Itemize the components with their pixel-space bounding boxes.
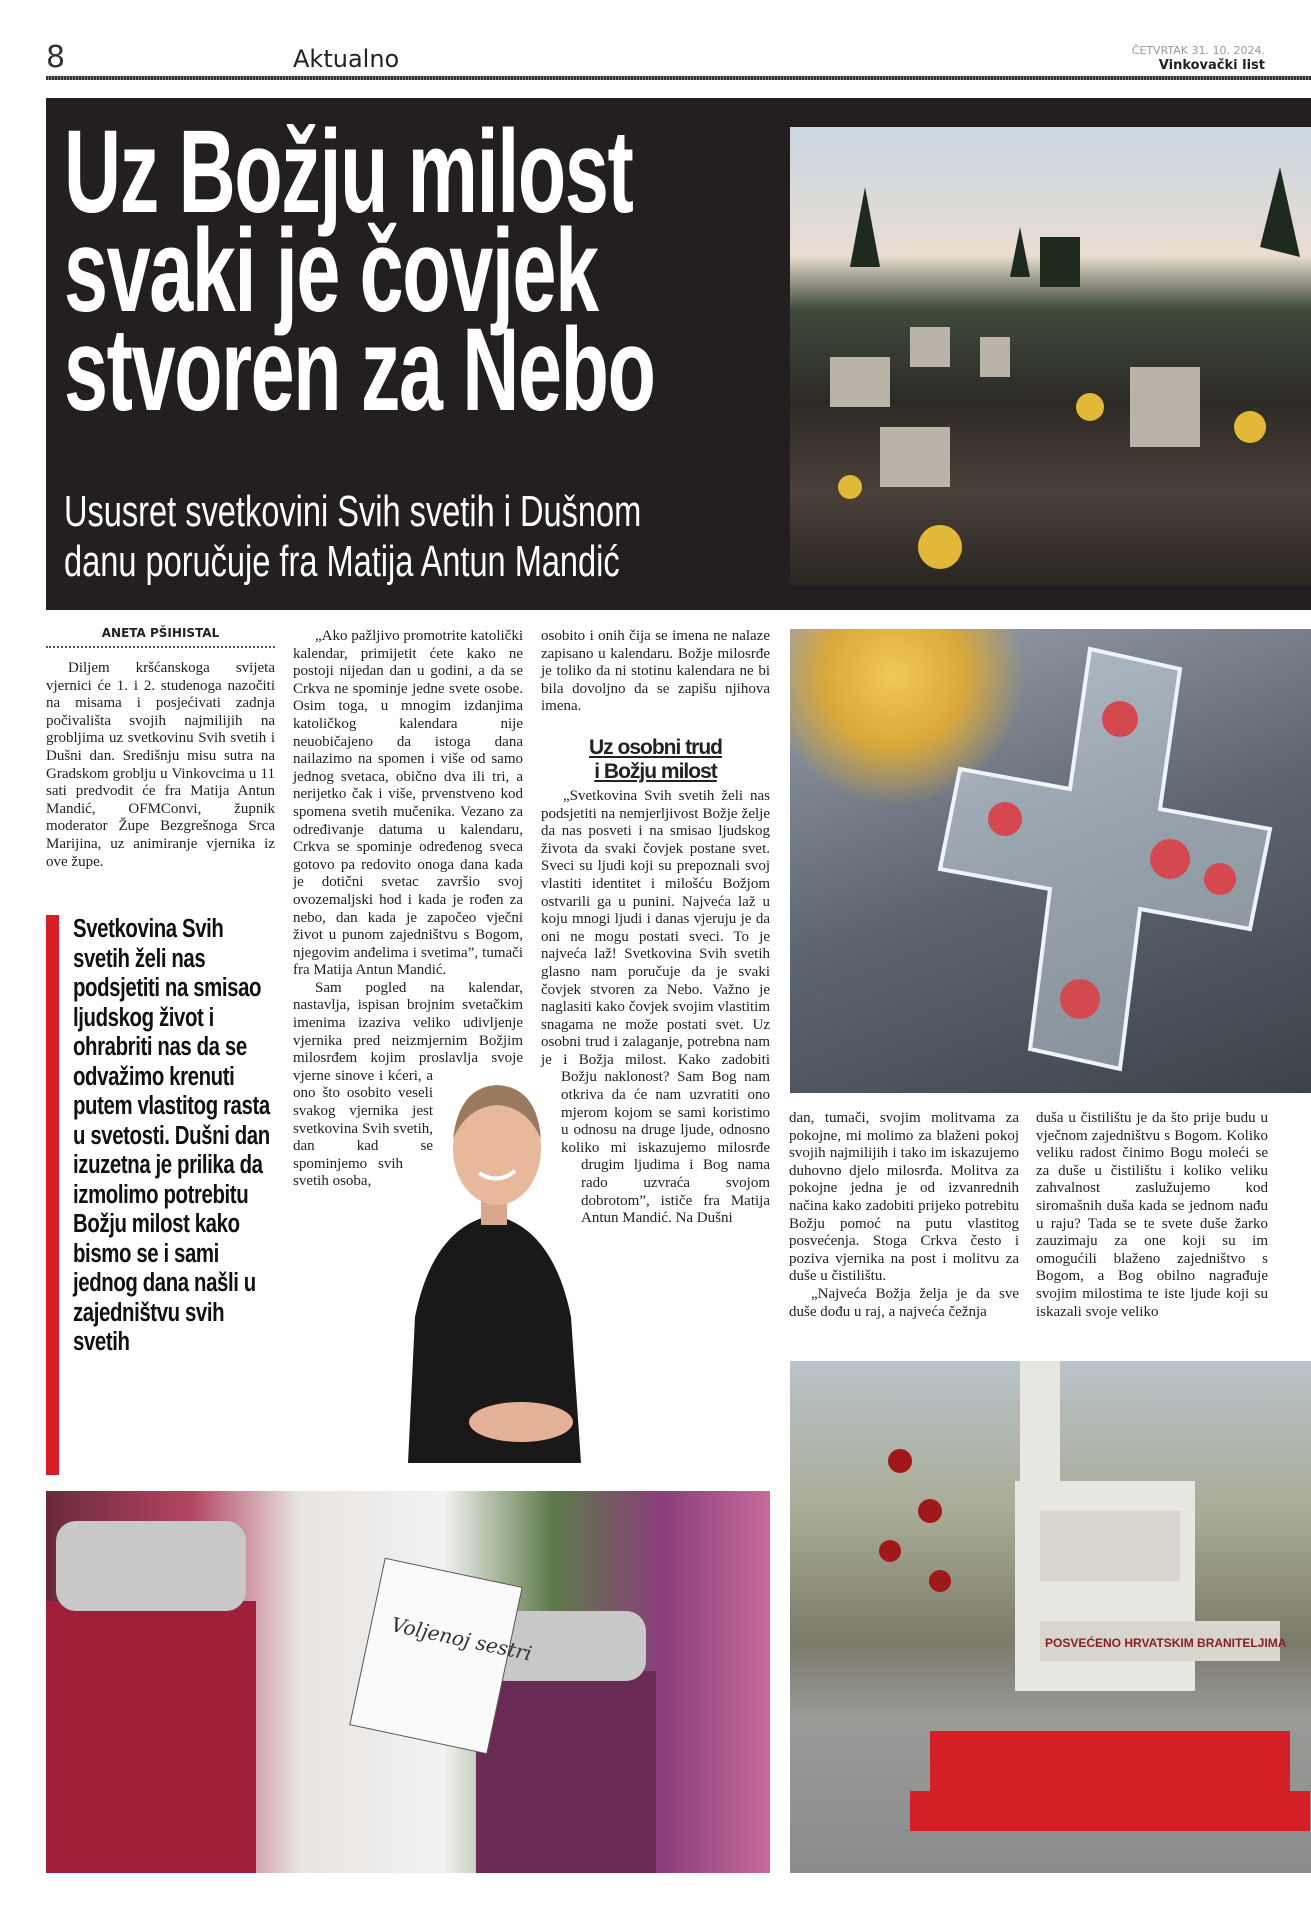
cemetery-photo	[790, 127, 1311, 585]
portrait-piece	[541, 1160, 581, 1463]
paragraph: „Najveća Božja želja je da sve duše dođu u raj, a najveća čežnja	[789, 1285, 1019, 1320]
subheading-line: i Božju milost	[594, 759, 717, 783]
glass-cross-photo	[790, 629, 1311, 1093]
section-name: Aktualno	[293, 45, 400, 73]
article-column-3	[541, 628, 770, 1463]
memorial-sign-text: POSVEĆENO HRVATSKIM BRANITELJIMA	[1045, 1636, 1287, 1650]
issue-date: ČETVRTAK 31. 10. 2024.	[1131, 44, 1265, 57]
paragraph: „Ako pažljivo promotrite katolički kalendar, primijetit ćete kako ne postoji nijedan dan u godini, a da se Crkva ne spominje jedne svete osobe. Osim toga, u mnogim izdanjima katoličkog kalendara nije neuobičajeno da istoga dana nailazimo na spomen i više od samo jednog svetaca, obično dva ili tri, a nerijetko čak i više, prvenstveno kod spomena svetih mučenika. Vezano za određivanje datuma u kalendaru, Crkva se spominje određenog sveca gotovo pa redovito onoga dana kada je dotični svetac završio svoj ovozemaljski hod i kada je rođen za nebo, dan kada je započeo vječni život u punom zajedništvu s Bogom, njegovim anđelima i svetima”, tumači fra Matija Antun Mandić.	[293, 628, 523, 979]
publication-name: Vinkovački list	[1158, 58, 1265, 73]
pull-quote-text: Svetkovina Svih svetih želi nas podsjetiti na smisao ljudskog život i ohrabriti nas da se odvažimo krenuti putem vlastitog rasta u svetosti. Dušni dan izuzetna je prilika da izmolimo potrebitu Božju milost kako bismo se i sami jednog dana našli u zajedništvu svih svetih	[73, 915, 270, 1356]
header-rule	[46, 76, 1311, 80]
headline-line: stvoren za Nebo	[64, 304, 655, 436]
portrait-piece	[541, 1077, 561, 1160]
pull-quote	[46, 915, 275, 1475]
article-column-5	[1036, 1110, 1268, 1321]
paragraph: „Svetkovina Svih svetih želi nas podsjetiti na nemjerljivost Božje želje da nas posveti i na smisao ljudskog života da svaki čovjek postane svet. Sveci su ljudi koji su prepoznali svoj vlastiti identitet i milošću Božjom ostvarili ga u punini. Najveća laž u koju mnogi ljudi i danas vjeruju je da oni ne mogu postati sveci. To je najveća laž! Svetkovina Svih svetih glasno nam poručuje da je svaki čovjek stvoren za Nebo. Važno je naglasiti kako čovjek svojim vlastitim snagama ne može postati svet. Uz osobni trud i zalaganje, potrebna nam je i Božja milost. Kako zadobiti Božju naklonost? Sam Bog nam otkriva da će nam uzvratiti ono mjerom kojom se sami koristimo u odnosu na druge ljude, odnosno koliko mi iskazujemo milosrđe drugim ljudima i Bog nama rado uzvraća svojom dobrotom”, ističe fra Matija Antun Mandić. Na Dušni	[541, 787, 770, 1227]
grave-candles-photo	[46, 1491, 770, 1873]
paragraph: Sam pogled na kalendar, nastavlja, ispisan brojnim svetačkim imenima izaziva veliko udivljenje vjernika pred neizmjernim Božjim milosrđem kojim proslavlja svoje vjerne sinove i kćeri, a ono što osobito veseli svakog vjernika jest svetkovina Svih svetih, dan kad se spominjemo svih svetih osoba,	[293, 979, 523, 1190]
article-column-1	[46, 660, 275, 871]
article-column-2	[293, 628, 523, 1463]
war-memorial-photo	[790, 1361, 1311, 1873]
paragraph: duša u čistilištu je da što prije budu u vječnom zajedništvu s Bogom. Koliko veliku radost činimo Bogu moleći se za duše u čistilištu i koliko veliku zahvalnost zaslužujemo kod siromašnih duša kada se jednom nađu u raju? Tada se te svete duše žarko zauzimaju za one koji su im omogućili blaženo zajedništvo s Bogom, a Bog obilno nagrađuje svojim milostima te iste ljude koji su iskazali svoje veliko	[1036, 1110, 1268, 1320]
paragraph: Diljem kršćanskoga svijeta vjernici će 1. i 2. studenoga nazočiti na misama i posjećivati zadnja počivališta svojih najmilijih na grobljima uz svetkovinu Svih svetih i Dušni dan. Središnju misu sutra na Gradskom groblju u Vinkovcima u 11 sati predvodit će fra Matija Antun Mandić, OFMConvi, župnik moderator Župe Bezgrešnoga Srca Marijina, uz animiranje vjernika iz ove župe.	[46, 660, 275, 870]
plaque-inscription: Voljenoj sestri	[389, 1612, 534, 1666]
subtitle-line: Ususret svetkovini Svih svetih i Dušnom	[64, 487, 642, 536]
portrait-piece	[523, 1077, 541, 1463]
paragraph: osobito i onih čija se imena ne nalaze zapisano u kalendaru. Božje milosrđe je toliko da ni stotinu kalendara ne bi bila dovoljno da se zapišu njihova imena.	[541, 628, 770, 715]
subheading	[541, 736, 770, 784]
headline-line: Uz Božju milost	[64, 106, 633, 238]
portrait-piece	[433, 1077, 523, 1160]
subtitle-line: danu poručuje fra Matija Antun Mandić	[64, 537, 620, 586]
paragraph: dan, tumači, svojim molitvama za pokojne, mi molimo za blaženi pokoj svojih najmilijih i tako im iskazujemo duhovno djelo milosrđa. Molitva za pokojne jedna je od izvanrednih načina kako zadobiti prijeko potrebitu Božju pomoć na putu vlastitog posvećenja. Stoga Crkva često i poziva vjernika na post i molitvu za duše u čistilištu.	[789, 1110, 1019, 1285]
portrait-piece	[403, 1160, 523, 1463]
subheading-line: Uz osobni trud	[589, 735, 722, 759]
page-number: 8	[46, 40, 66, 75]
headline-line: svaki je čovjek	[64, 205, 598, 337]
article-column-4	[789, 1110, 1019, 1321]
byline: ANETA PŠIHISTAL	[46, 626, 275, 648]
